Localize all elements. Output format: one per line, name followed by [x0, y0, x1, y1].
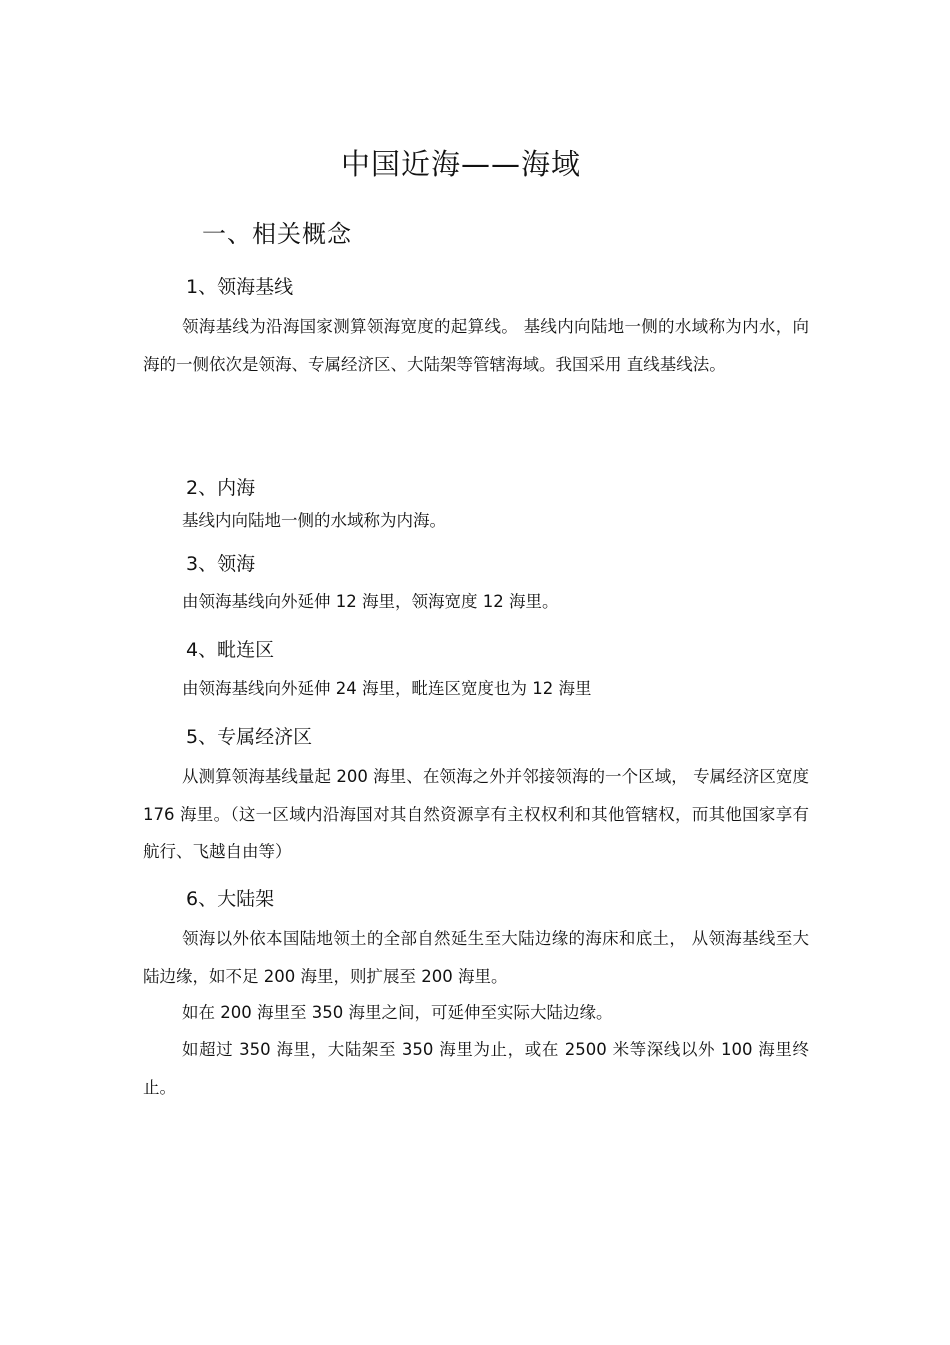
paragraph-baseline: 领海基线为沿海国家测算领海宽度的起算线。 基线内向陆地一侧的水域称为内水，向海的一侧依次是领海、专属经济区、大陆架等管辖海域。我国采用 直线基线法。	[143, 317, 809, 374]
item-heading-baseline: 1、领海基线	[186, 276, 294, 298]
item-heading-continental-shelf: 6、大陆架	[186, 888, 275, 910]
paragraph-internal-sea: 基线内向陆地一侧的水域称为内海。	[182, 511, 446, 530]
document-title: 中国近海——海域	[340, 147, 581, 181]
paragraph-contiguous-zone: 由领海基线向外延伸 24 海里，毗连区宽度也为 12 海里	[182, 679, 592, 698]
item-heading-contiguous-zone: 4、毗连区	[186, 639, 275, 661]
paragraph-continental-shelf-2: 如在 200 海里至 350 海里之间，可延伸至实际大陆边缘。	[182, 1003, 613, 1022]
paragraph-continental-shelf-3: 如超过 350 海里，大陆架至 350 海里为止，或在 2500 米等深线以外 100 海里终止。	[143, 1040, 809, 1097]
item-heading-eez: 5、专属经济区	[186, 726, 313, 748]
item-heading-internal-sea: 2、内海	[186, 477, 256, 499]
paragraph-continental-shelf-1: 领海以外依本国陆地领土的全部自然延生至大陆边缘的海床和底土， 从领海基线至大陆边缘，如不足 200 海里，则扩展至 200 海里。	[143, 929, 809, 986]
section-heading: 一、相关概念	[202, 220, 352, 248]
paragraph-eez: 从测算领海基线量起 200 海里、在领海之外并邻接领海的一个区域， 专属经济区宽度 176 海里。（这一区域内沿海国对其自然资源享有主权权利和其他管辖权，而其他国家享有航行、飞越自由等）	[143, 767, 809, 861]
item-heading-territorial-sea: 3、领海	[186, 553, 256, 575]
paragraph-territorial-sea: 由领海基线向外延伸 12 海里，领海宽度 12 海里。	[182, 592, 559, 611]
